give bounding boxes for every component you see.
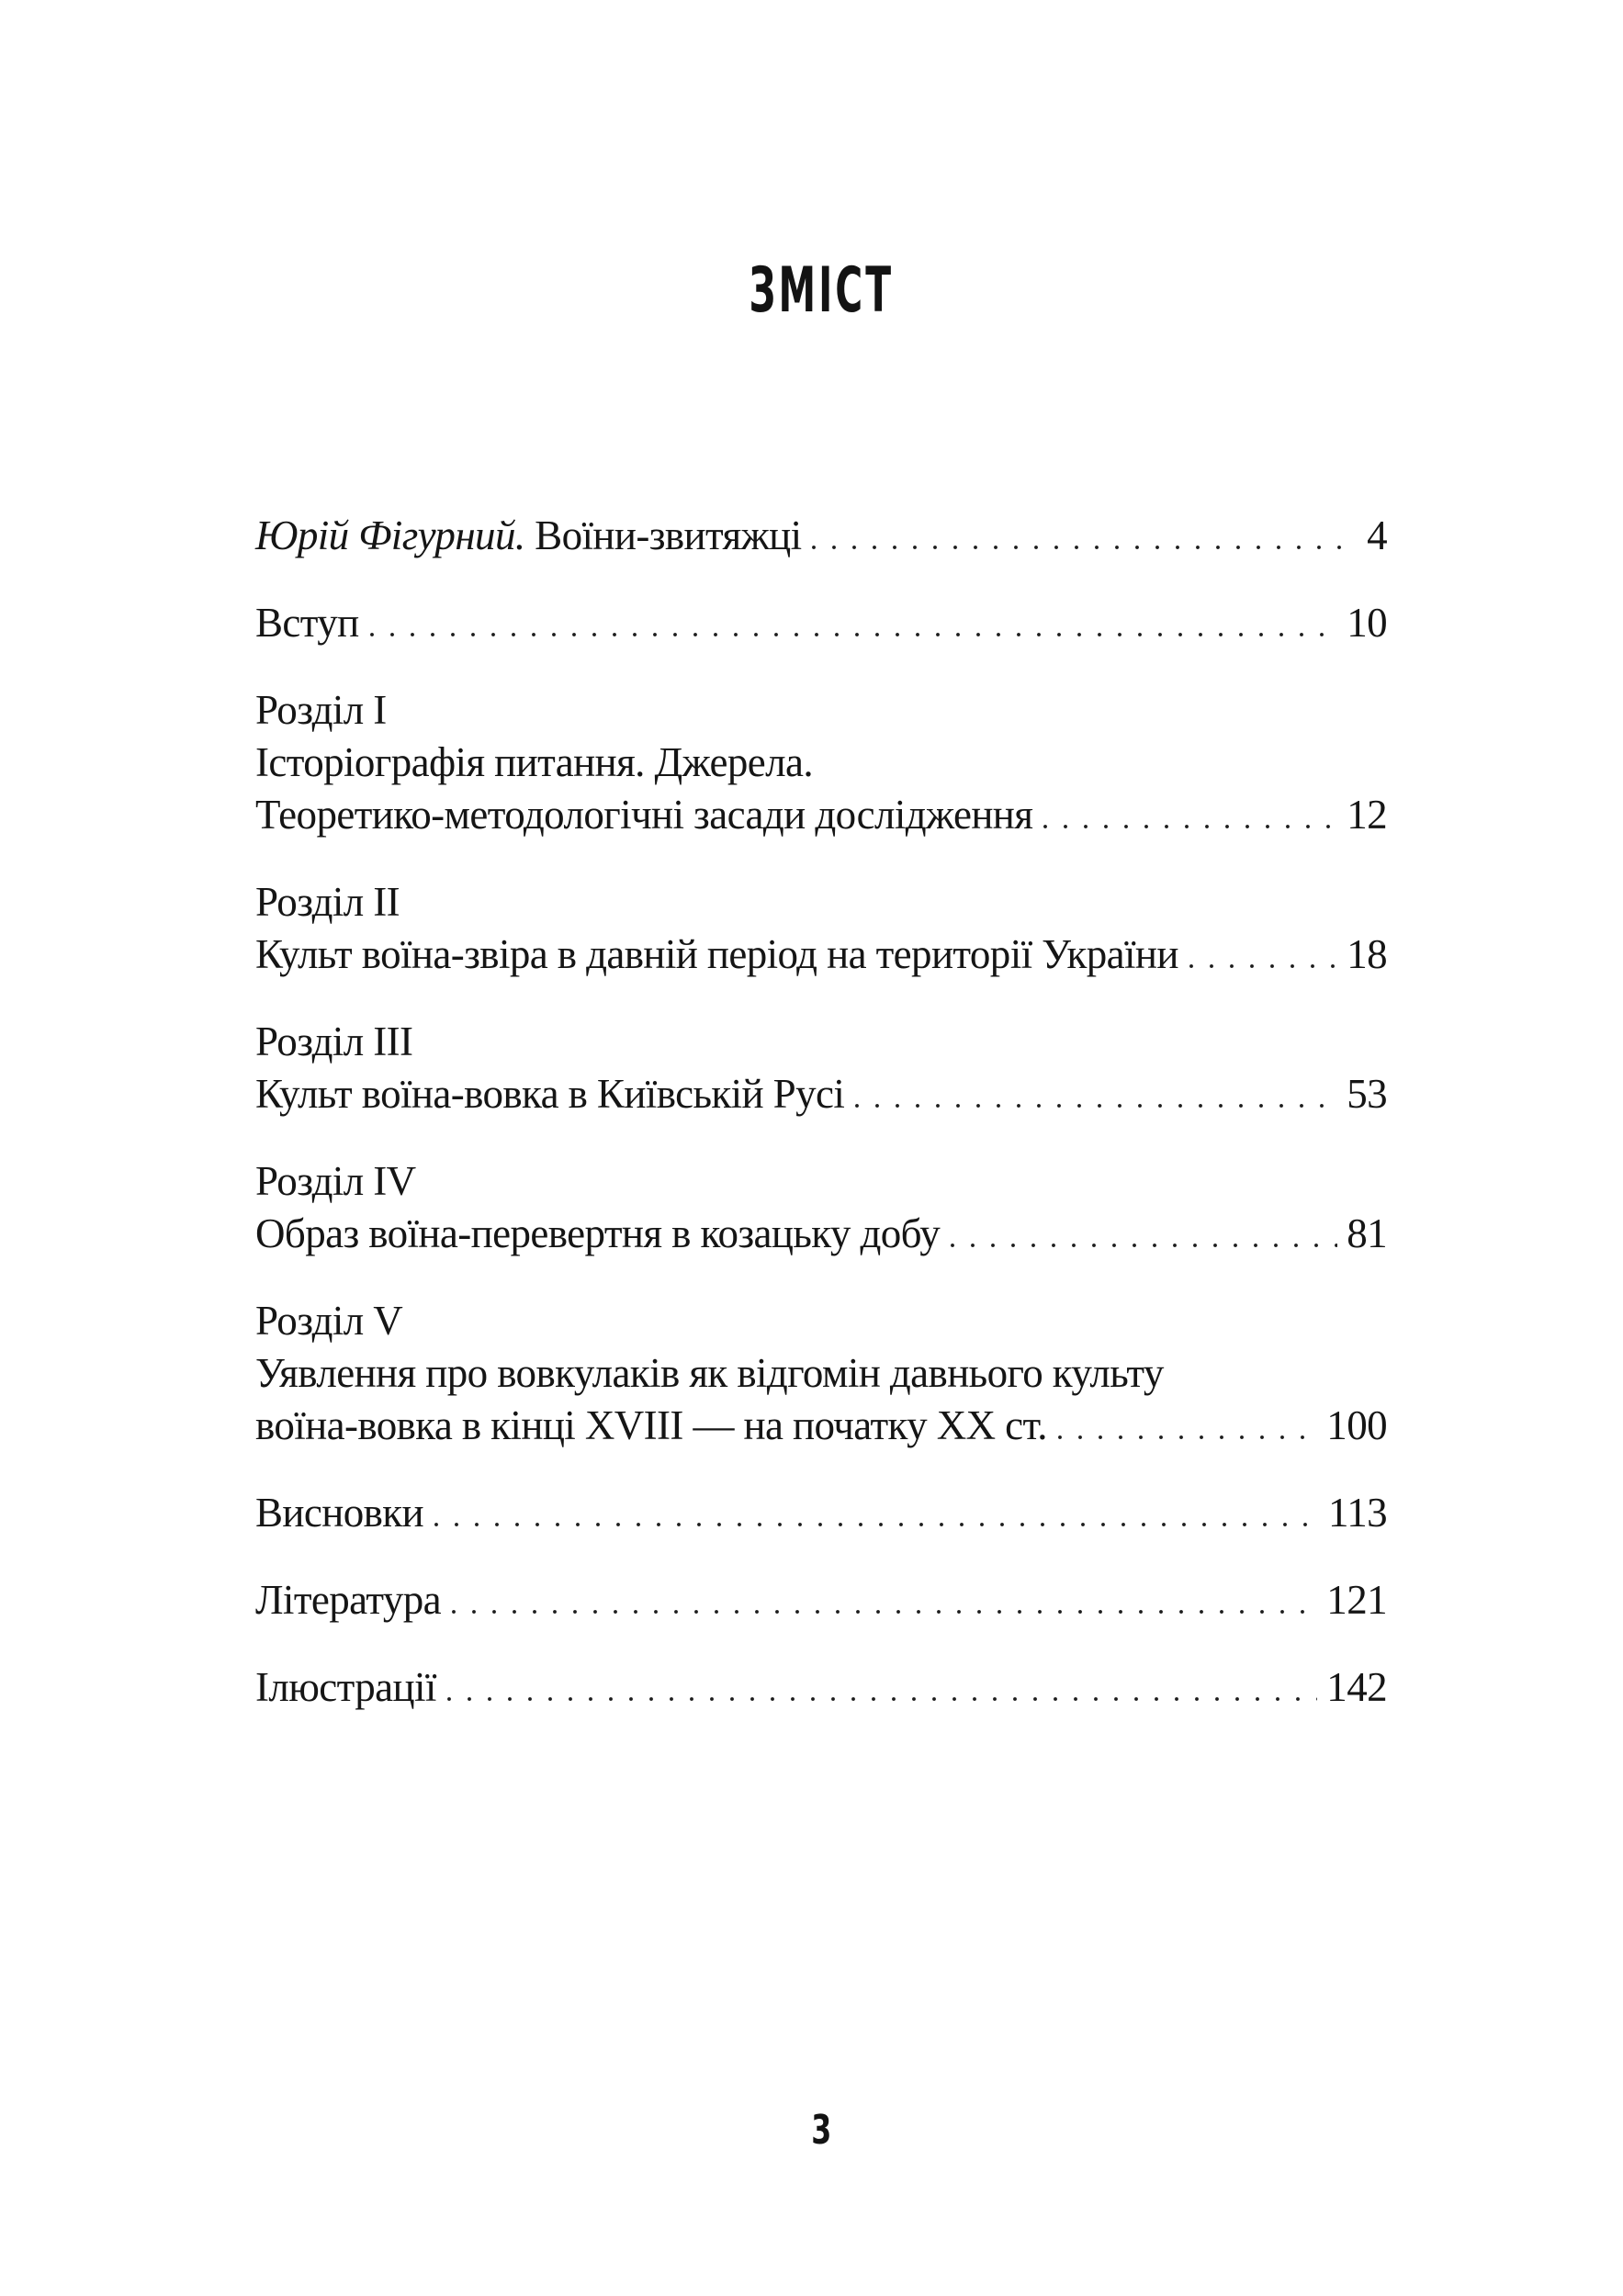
toc-entry xyxy=(255,684,1387,841)
toc-entry-leader-row xyxy=(255,1208,1387,1260)
toc-list xyxy=(255,510,1387,1749)
toc-entry-title-text: воїна-вовка в кінці XVIII — на початку XX ст. xyxy=(255,1402,1047,1448)
dot-leader xyxy=(370,633,1338,636)
toc-entry-page-number: 10 xyxy=(1347,600,1387,646)
contents-title xyxy=(255,254,1387,327)
toc-entry-line: Розділ III xyxy=(255,1019,413,1064)
dot-leader xyxy=(447,1697,1317,1701)
toc-entry xyxy=(255,1574,1387,1626)
toc-entry-title-text: Ілюстрації xyxy=(255,1664,436,1710)
toc-entry-page-number: 18 xyxy=(1347,931,1387,977)
toc-entry-line: Уявлення про вовкулаків як відгомін давнього культу xyxy=(255,1350,1164,1396)
toc-entry-page-number: 100 xyxy=(1326,1402,1387,1448)
toc-entry-title-text: Культ воїна-звіра в давній період на території України xyxy=(255,931,1178,977)
toc-entry-title xyxy=(255,510,801,562)
toc-entry xyxy=(255,1016,1387,1120)
content-column xyxy=(255,0,1387,2296)
toc-entry-prelines xyxy=(255,1295,1387,1400)
toc-entry xyxy=(255,1155,1387,1260)
toc-entry-page-number: 12 xyxy=(1347,792,1387,838)
toc-entry-page-number: 53 xyxy=(1347,1071,1387,1117)
toc-entry-line: Розділ I xyxy=(255,687,387,733)
toc-entry-line: Розділ II xyxy=(255,879,400,925)
toc-entry-leader-row xyxy=(255,1574,1387,1626)
toc-entry-line: Історіографія питання. Джерела. xyxy=(255,739,814,785)
contents-title-text: ЗМІСТ xyxy=(749,254,894,327)
dot-leader xyxy=(452,1610,1317,1614)
toc-entry-leader-row xyxy=(255,1487,1387,1539)
toc-entry-title xyxy=(255,929,1178,981)
toc-entry-author: Юрій Фігурний. xyxy=(255,512,525,558)
toc-entry-title-text: Образ воїна-перевертня в козацьку добу xyxy=(255,1210,941,1256)
toc-entry-leader-row xyxy=(255,597,1387,649)
page-folio xyxy=(255,2107,1387,2154)
dot-leader xyxy=(855,1104,1337,1108)
toc-entry xyxy=(255,510,1387,562)
toc-entry-line: Розділ IV xyxy=(255,1158,416,1204)
toc-entry-leader-row xyxy=(255,1400,1387,1452)
toc-entry xyxy=(255,1295,1387,1452)
toc-entry-page-number: 142 xyxy=(1326,1664,1387,1710)
toc-entry-title xyxy=(255,1208,940,1260)
toc-entry-title xyxy=(255,789,1032,841)
toc-entry xyxy=(255,1661,1387,1714)
toc-entry-leader-row xyxy=(255,510,1387,562)
toc-entry-prelines xyxy=(255,684,1387,789)
toc-entry-leader-row xyxy=(255,1661,1387,1714)
toc-entry-prelines xyxy=(255,876,1387,929)
dot-leader xyxy=(1189,964,1337,968)
toc-entry-title xyxy=(255,1574,441,1626)
toc-entry-leader-row xyxy=(255,929,1387,981)
dot-leader xyxy=(434,1523,1319,1526)
toc-entry-page-number: 4 xyxy=(1367,512,1387,558)
toc-entry-page-number: 113 xyxy=(1327,1490,1387,1536)
toc-entry-title-text: Література xyxy=(255,1577,442,1623)
toc-entry-page-number: 121 xyxy=(1326,1577,1387,1623)
toc-entry-title-text: Теоретико-методологічні засади дослідження xyxy=(255,792,1033,838)
toc-entry-prelines xyxy=(255,1155,1387,1208)
toc-entry-title xyxy=(255,1068,844,1120)
dot-leader xyxy=(951,1244,1337,1247)
toc-entry-title-text: Вступ xyxy=(255,600,359,646)
toc-entry-title xyxy=(255,1487,423,1539)
toc-entry-title-text: Висновки xyxy=(255,1490,424,1536)
dot-leader xyxy=(812,546,1358,549)
toc-entry-prelines xyxy=(255,1016,1387,1068)
toc-entry-leader-row xyxy=(255,1068,1387,1120)
toc-entry xyxy=(255,1487,1387,1539)
page-folio-number: 3 xyxy=(810,2107,832,2154)
toc-entry-title-text: Культ воїна-вовка в Київській Русі xyxy=(255,1071,845,1117)
toc-entry-page-number: 81 xyxy=(1347,1210,1387,1256)
toc-entry xyxy=(255,597,1387,649)
toc-entry-title xyxy=(255,1661,436,1714)
toc-entry xyxy=(255,876,1387,981)
toc-entry-title xyxy=(255,1400,1047,1452)
toc-entry-leader-row xyxy=(255,789,1387,841)
toc-entry-line: Розділ V xyxy=(255,1298,403,1344)
toc-entry-title-text: Воїни-звитяжці xyxy=(524,512,802,558)
dot-leader xyxy=(1043,825,1337,828)
toc-entry-title xyxy=(255,597,359,649)
dot-leader xyxy=(1058,1435,1317,1439)
